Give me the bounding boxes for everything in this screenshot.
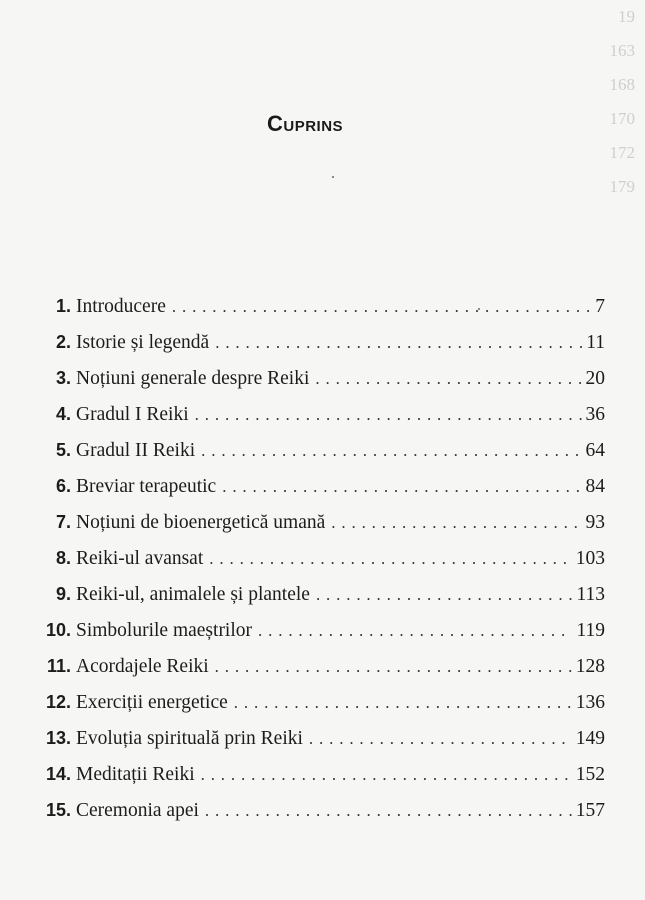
toc-entry-number: 9. (55, 584, 71, 604)
toc-entry-number: 1. (55, 296, 71, 316)
toc-entry-title: Gradul I Reiki (76, 404, 189, 425)
toc-entry-number: 15. (45, 800, 71, 820)
toc-entry-title: Introducere (76, 296, 166, 317)
toc-entry (40, 800, 605, 836)
toc-entry (40, 440, 605, 476)
toc-dot-leader (316, 585, 573, 605)
toc-entry-number: 12. (45, 692, 71, 712)
toc-entry-title: Exerciții energetice (76, 692, 228, 713)
toc-entry-page-number: 36 (585, 404, 605, 425)
toc-entry-number: 10. (45, 620, 71, 640)
bleed-through-line: 168 (609, 75, 635, 94)
toc-dot-leader (195, 405, 582, 425)
toc-entry (40, 656, 605, 692)
toc-entry (40, 476, 605, 512)
toc-entry-title: Breviar terapeutic (76, 476, 217, 497)
toc-entry-title: Noțiuni generale despre Reiki (76, 368, 310, 389)
toc-entry-number: 2. (55, 332, 71, 352)
bleed-through-line: 19 (618, 7, 635, 26)
toc-dot-leader (315, 369, 581, 389)
toc-dot-leader (205, 801, 572, 821)
toc-entry (40, 692, 605, 728)
toc-dot-leader (222, 477, 581, 497)
toc-entry-number: 6. (55, 476, 71, 496)
toc-dot-leader (309, 729, 572, 749)
toc-entry-page-number: 20 (585, 368, 605, 389)
toc-entry-number: 7. (55, 512, 71, 532)
toc-entry-page-number: 103 (575, 548, 605, 569)
toc-dot-leader (215, 657, 572, 677)
toc-entry-title: Reiki-ul, animalele și plantele (76, 584, 310, 605)
paper-speck (332, 176, 334, 178)
toc-entry-page-number: 157 (575, 800, 605, 821)
toc-entry-number: 5. (55, 440, 71, 460)
toc-entry (40, 548, 605, 584)
toc-entry-number: 3. (55, 368, 71, 388)
toc-entry (40, 404, 605, 440)
toc-entry-page-number: 7 (595, 296, 605, 317)
page-title: Cuprins (266, 110, 344, 136)
toc-entry (40, 728, 605, 764)
bleed-through-text (565, 0, 645, 200)
toc-entry-title: Acordajele Reiki (76, 656, 209, 677)
toc-entry (40, 584, 605, 620)
toc-entry-page-number: 11 (586, 332, 605, 353)
toc-dot-leader (201, 765, 572, 785)
toc-entry-page-number: 136 (575, 692, 605, 713)
toc-dot-leader (331, 513, 581, 533)
toc-entry-page-number: 64 (585, 440, 605, 461)
toc-dot-leader (201, 441, 581, 461)
toc-entry-page-number: 152 (575, 764, 605, 785)
toc-dot-leader (209, 549, 571, 569)
toc-entry (40, 332, 605, 368)
toc-entry-page-number: 113 (576, 584, 605, 605)
toc-entry-number: 13. (45, 728, 71, 748)
toc-entry (40, 764, 605, 800)
toc-entry-title: Gradul II Reiki (76, 440, 196, 461)
toc-entry-number: 14. (45, 764, 71, 784)
toc-entry-number: 11. (46, 656, 71, 676)
toc-entry (40, 512, 605, 548)
bleed-through-line: 179 (609, 177, 635, 196)
toc-entry-title: Ceremonia apei (76, 800, 199, 821)
toc-dot-leader (215, 333, 582, 353)
toc-entry-title: Meditații Reiki (76, 764, 195, 785)
toc-entry-page-number: 149 (575, 728, 605, 749)
toc-dot-leader (172, 297, 591, 317)
toc-dot-leader (258, 621, 572, 641)
toc-entry-title: Simbolurile maeștrilor (76, 620, 253, 641)
bleed-through-line: 172 (609, 143, 635, 162)
toc-entry-page-number: 119 (576, 620, 605, 641)
toc-entry (40, 620, 605, 656)
toc-entry-title: Noțiuni de bioenergetică umană (76, 512, 326, 533)
toc-entry (40, 368, 605, 404)
toc-entry (40, 296, 605, 332)
bleed-through-line: 170 (609, 109, 635, 128)
toc-entry-page-number: 93 (585, 512, 605, 533)
toc-entry-number: 4. (55, 404, 71, 424)
toc-entry-title: Evoluția spirituală prin Reiki (76, 728, 303, 749)
toc-entry-page-number: 84 (585, 476, 605, 497)
toc-entry-page-number: 128 (575, 656, 605, 677)
table-of-contents (40, 296, 605, 836)
toc-entry-number: 8. (55, 548, 71, 568)
toc-entry-title: Reiki-ul avansat (76, 548, 204, 569)
toc-entry-title: Istorie și legendă (76, 332, 210, 353)
toc-dot-leader (234, 693, 572, 713)
bleed-through-line: 163 (609, 41, 635, 60)
